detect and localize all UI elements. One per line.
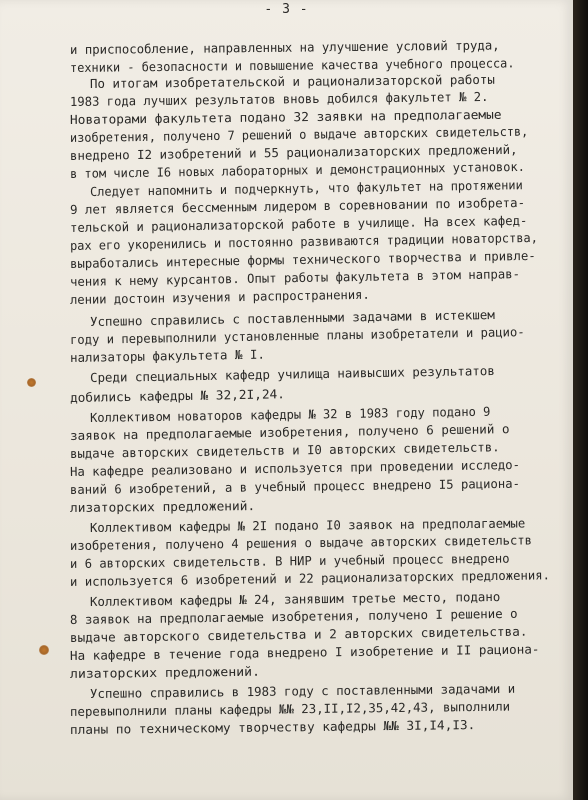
stain-mark — [27, 378, 36, 387]
text-line: внедрено I2 изобретений и 55 рационализаторских предложений, — [69, 141, 518, 163]
text-line: Коллективом новаторов кафедры № 32 в 1983 году подано 9 — [89, 403, 491, 425]
text-line: в том числе I6 новых лабораторных и демонстрационных установок. — [69, 158, 525, 181]
text-line: техники - безопасности и повышение качества учебного процесса. — [69, 55, 515, 75]
text-line: Успешно справились с поставленными задачами в истекшем — [89, 306, 495, 329]
stain-mark — [39, 645, 49, 655]
text-line: добились кафедры № 32,2I,24. — [69, 386, 286, 405]
text-line: лении достоин изучения и распространения. — [69, 286, 370, 307]
page-number: - 3 - — [264, 2, 309, 17]
text-line: 1983 года лучших результатов вновь добился факультет № 2. — [69, 88, 489, 109]
text-line: и используется 6 изобретений и 22 рационализаторских предложения. — [69, 567, 551, 589]
text-line: выдаче авторского свидетельства и 2 авторских свидетельства. — [69, 623, 528, 645]
text-line: чения к нему курсантов. Опыт работы факультета в этом направ- — [69, 266, 521, 289]
text-line: Новаторами факультета подано 32 заявки на предполагаемые — [69, 106, 502, 127]
text-line: 8 заявок на предполагаемые изобретения, получено I решение о — [69, 605, 518, 627]
text-line: заявок на предполагаемые изобретения, получено 6 решений о — [69, 421, 510, 443]
text-line: лизаторских предложений. — [69, 498, 256, 515]
text-line: выработались интересные формы технического творчества и привле- — [69, 247, 536, 271]
text-line: и 6 авторских свидетельств. В НИР и учебный процесс внедрено — [69, 550, 510, 571]
text-line: На кафедре в течение года внедрено I изобретение и II рациона- — [69, 641, 540, 663]
text-line: изобретения, получено 4 решения о выдаче авторских свидетельств — [69, 532, 533, 553]
text-line: и приспособление, направленных на улучшение условий труда, — [69, 37, 500, 57]
page-edge-shadow — [573, 0, 588, 800]
text-line: Коллективом кафедры № 2I подано I0 заявок на предполагаемые — [89, 515, 526, 535]
text-line: На кафедре реализовано и используется при проведении исследо- — [69, 456, 521, 479]
text-line: тельской и рационализаторской работе в училище. На всех кафед- — [69, 212, 528, 235]
text-line: нализаторы факультета № I. — [69, 346, 266, 365]
text-line: перевыполнили планы кафедры №№ 23,II,I2,35,42,43, выполнили — [69, 698, 511, 719]
text-line: изобретения, получено 7 решений о выдаче авторских свидетельств, — [69, 123, 529, 145]
text-line: Среди специальных кафедр училища наивысших результатов — [89, 362, 495, 385]
text-line: ваний 6 изобретений, а в учебный процесс внедрено I5 рациона- — [69, 475, 521, 497]
text-line: Следует напомнить и подчеркнуть, что факультет на протяжении — [89, 177, 523, 199]
text-line: По итогам изобретательской и рационализаторской работы — [89, 71, 495, 91]
text-line: 9 лет является бессменным лидером в соревновании по изобрета- — [69, 194, 526, 217]
text-line: Коллективом кафедры № 24, занявшим третье место, подано — [89, 588, 501, 609]
text-line: Успешно справились в 1983 году с поставленными задачами и — [89, 680, 516, 701]
text-line: планы по техническому творчеству кафедры №№ 3I,I4,I3. — [69, 717, 476, 737]
text-line: лизаторских предложений. — [69, 663, 261, 681]
text-line: году и перевыполнили установленные планы изобретатели и рацио- — [69, 324, 525, 347]
text-line: рах его укоренились и постоянно развиваются традиции новаторства, — [69, 229, 538, 253]
text-line: выдаче авторских свидетельств и I0 авторских свидетельств. — [69, 439, 500, 461]
